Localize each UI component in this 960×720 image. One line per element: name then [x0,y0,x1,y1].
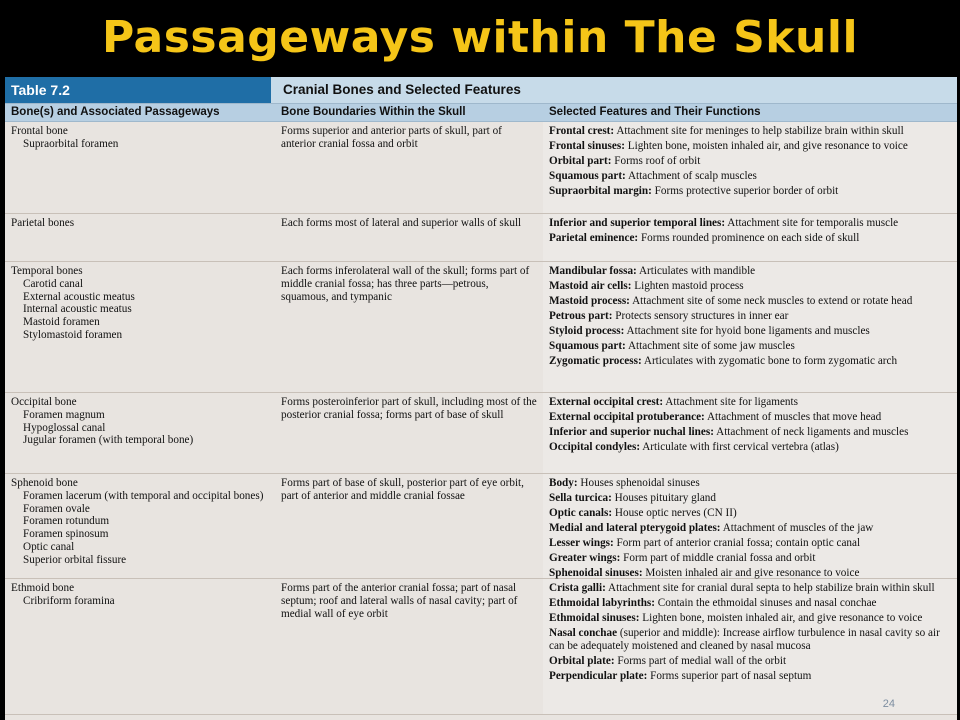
feature-term: Frontal sinuses: [549,139,625,152]
feature-term: Squamous part: [549,339,626,352]
feature-term: Body: [549,477,578,489]
passageway-item: External acoustic meatus [23,290,135,303]
feature-description: Houses sphenoidal sinuses [577,477,700,489]
features-cell [543,474,957,578]
feature-item [549,155,951,168]
page-number: 24 [882,698,895,710]
feature-item [549,655,951,668]
feature-item [549,612,951,625]
passageway-item: Supraorbital foramen [23,137,119,150]
column-header-boundaries: Bone Boundaries Within the Skull [281,106,466,118]
feature-description: Lighten bone, moisten inhaled air, and give resonance to voice [624,139,908,152]
feature-item [549,522,951,535]
feature-term: Orbital plate: [549,654,615,667]
bone-cell [5,122,275,213]
boundary-cell: Forms posteroinferior part of skull, including most of the posterior cranial fossa; forms part of base of skull [281,396,537,421]
feature-description: Forms roof of orbit [611,154,701,167]
passageway-item: Foramen magnum [23,408,105,421]
feature-description: Houses pituitary gland [611,491,716,504]
passageway-item: Carotid canal [23,277,83,290]
feature-term: Sella turcica: [549,491,612,504]
feature-description: Articulates with mandible [636,265,756,277]
feature-description: Articulates with zygomatic bone to form zygomatic arch [641,354,898,367]
bone-cell [5,393,275,473]
boundary-cell: Forms part of base of skull, posterior part of eye orbit, part of anterior and middle cranial fossae [281,477,524,502]
feature-description: Attachment site for hyoid bone ligaments and muscles [624,324,870,337]
feature-description: Moisten inhaled air and give resonance to voice [642,566,860,579]
feature-item [549,582,951,595]
feature-description: Articulate with first cervical vertebra (atlas) [640,440,839,453]
table-header [5,77,957,103]
feature-item [549,426,951,439]
feature-term: Inferior and superior nuchal lines: [549,425,714,438]
bone-name: Sphenoid bone [11,477,78,489]
table-row [5,262,957,393]
feature-term: Zygomatic process: [549,354,642,367]
bone-cell [5,262,275,392]
feature-term: Mastoid air cells: [549,279,632,292]
column-header-bones: Bone(s) and Associated Passageways [11,106,220,118]
passageway-item: Optic canal [23,540,75,553]
feature-item [549,310,951,323]
slide-title: Passageways within The Skull [101,12,859,63]
table-document [5,77,957,720]
table-row [5,122,957,214]
feature-item [549,567,951,580]
bone-cell [5,474,275,578]
bone-name: Ethmoid bone [11,582,75,594]
bone-name: Temporal bones [11,265,83,277]
bone-cell [5,579,275,714]
feature-description: Forms superior part of nasal septum [647,669,812,682]
feature-item [549,552,951,565]
passageway-item: Foramen lacerum (with temporal and occipital bones) [23,489,264,502]
feature-item [549,232,951,245]
bone-cell [5,214,275,261]
feature-description: (superior and middle): Increase airflow turbulence in nasal cavity so air can be adequately moistened and cleaned by nasal mucosa [549,626,940,652]
passageway-item: Foramen spinosum [23,528,109,541]
feature-term: External occipital crest: [549,396,664,408]
table-row [5,579,957,715]
feature-item [549,396,951,409]
bone-name: Parietal bones [11,217,75,229]
feature-description: Forms rounded prominence on each side of skull [638,231,860,244]
passageway-item: Foramen ovale [23,502,90,515]
feature-description: Attachment site for temporalis muscle [725,217,899,229]
features-cell [543,393,957,473]
feature-term: Greater wings: [549,551,621,564]
passageway-item: Stylomastoid foramen [23,328,123,341]
feature-description: Attachment of muscles that move head [704,410,882,423]
table-label: Table 7.2 [5,77,271,103]
feature-item [549,537,951,550]
feature-item [549,670,951,683]
feature-description: Form part of middle cranial fossa and orbit [620,551,816,564]
column-header-features: Selected Features and Their Functions [549,106,761,118]
feature-item [549,140,951,153]
boundary-cell: Forms superior and anterior parts of skull, part of anterior cranial fossa and orbit [281,125,502,150]
feature-term: Frontal crest: [549,125,615,137]
feature-item [549,340,951,353]
feature-term: Inferior and superior temporal lines: [549,217,726,229]
table-caption: Cranial Bones and Selected Features [271,77,957,103]
feature-term: Crista galli: [549,582,606,594]
table-row [5,393,957,474]
passageway-item: Internal acoustic meatus [23,303,132,316]
feature-term: Supraorbital margin: [549,184,652,197]
feature-description: Forms protective superior border of orbit [651,184,839,197]
feature-description: Forms part of medial wall of the orbit [614,654,787,667]
feature-description: Attachment site for cranial dural septa to help stabilize brain within skull [605,582,935,594]
feature-description: Attachment of scalp muscles [625,169,757,182]
feature-description: Lighten bone, moisten inhaled air, and give resonance to voice [639,611,923,624]
passageway-item: Mastoid foramen [23,316,100,329]
column-headers [5,103,957,122]
feature-item [549,441,951,454]
table-body [5,122,957,715]
feature-item [549,280,951,293]
features-cell [543,262,957,392]
feature-term: Optic canals: [549,506,613,519]
feature-term: Perpendicular plate: [549,669,648,682]
feature-item [549,355,951,368]
feature-item [549,295,951,308]
feature-item [549,185,951,198]
feature-term: Nasal conchae [549,626,618,639]
passageway-item: Foramen rotundum [23,515,110,528]
feature-term: Sphenoidal sinuses: [549,566,643,579]
feature-description: Form part of anterior cranial fossa; contain optic canal [613,536,861,549]
passageway-item: Jugular foramen (with temporal bone) [23,434,194,447]
feature-description: Contain the ethmoidal sinuses and nasal conchae [655,596,877,609]
feature-description: Protects sensory structures in inner ear [612,309,789,322]
feature-term: Occipital condyles: [549,440,641,453]
feature-term: Petrous part: [549,309,613,322]
feature-item [549,492,951,505]
feature-item [549,170,951,183]
feature-term: Mandibular fossa: [549,265,637,277]
feature-item [549,597,951,610]
bone-name: Frontal bone [11,125,68,137]
feature-description: Attachment site of some jaw muscles [625,339,795,352]
boundary-cell: Each forms most of lateral and superior walls of skull [281,217,522,229]
table-row [5,214,957,262]
feature-description: Attachment of muscles of the jaw [720,521,874,534]
feature-term: Ethmoidal labyrinths: [549,596,655,609]
feature-term: Lesser wings: [549,536,614,549]
features-cell [543,122,957,213]
passageway-item: Hypoglossal canal [23,421,106,434]
feature-term: Medial and lateral pterygoid plates: [549,521,721,534]
feature-term: Squamous part: [549,169,626,182]
feature-description: House optic nerves (CN II) [612,506,737,519]
bone-name: Occipital bone [11,396,77,408]
feature-description: Attachment site for meninges to help stabilize brain within skull [614,125,904,137]
feature-term: Ethmoidal sinuses: [549,611,640,624]
feature-description: Lighten mastoid process [631,279,744,292]
features-cell [543,579,957,714]
feature-term: Orbital part: [549,154,612,167]
feature-item [549,477,951,490]
feature-item [549,265,951,278]
boundary-cell: Forms part of the anterior cranial fossa; part of nasal septum; roof and lateral walls of nasal cavity; part of medial wall of eye orbit [281,582,518,620]
feature-description: Attachment site of some neck muscles to extend or rotate head [629,294,913,307]
feature-term: External occipital protuberance: [549,410,705,423]
feature-term: Parietal eminence: [549,231,639,244]
feature-description: Attachment site for ligaments [663,396,798,408]
feature-item [549,125,951,138]
feature-item [549,217,951,230]
feature-item [549,411,951,424]
passageway-item: Cribriform foramina [23,594,115,607]
feature-item [549,507,951,520]
feature-term: Mastoid process: [549,294,630,307]
feature-item [549,325,951,338]
boundary-cell: Each forms inferolateral wall of the skull; forms part of middle cranial fossa; has three parts—petrous, squamous, and tympanic [281,265,530,303]
feature-term: Styloid process: [549,324,625,337]
features-cell [543,214,957,261]
passageway-item: Superior orbital fissure [23,553,127,566]
table-row [5,474,957,579]
feature-item [549,627,951,653]
feature-description: Attachment of neck ligaments and muscles [713,425,909,438]
